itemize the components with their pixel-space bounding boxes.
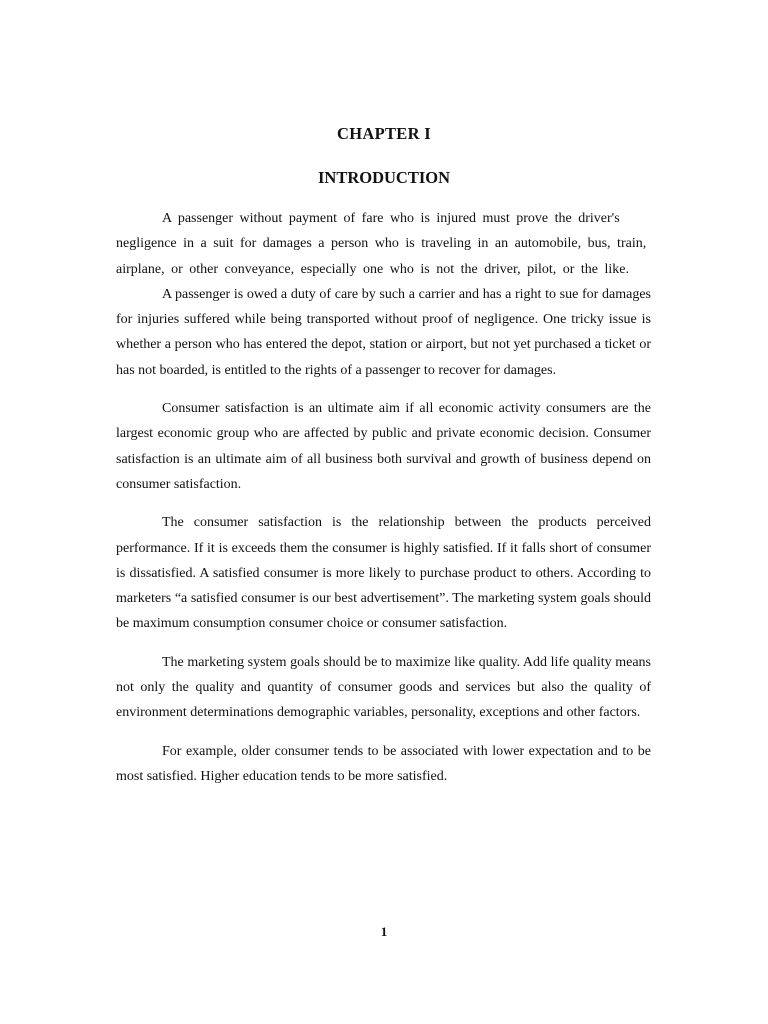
page-number: 1 [380,924,388,939]
chapter-subtitle: INTRODUCTION [317,168,451,187]
paragraph-passenger-negligence: A passenger without payment of fare who is injured must prove the driver's negligence in a suit for damages a person who is traveling in an automobile, bus, train, airplane, or other conveyance, especially one who is not the driver, pilot, or the like. [116,211,647,277]
paragraph-duty-of-care: A passenger is owed a duty of care by such a carrier and has a right to sue for damages for injuries suffered while being transported without proof of negligence. One tricky issue is whether a person who has entered the depot, station or airport, but not yet purchased a ticket or has not boarded, is entitled to the rights of a passenger to recover for damages. [116,286,651,378]
paragraph-consumer-satisfaction-relationship: The consumer satisfaction is the relationship between the products perceived performance. If it is exceeds them the consumer is highly satisfied. If it falls short of consumer is dissatisfied. A satisfied consumer is more likely to purchase product to others. According to marketers “a satisfied consumer is our best advertisement”. The marketing system goals should be maximum consumption consumer choice or consumer satisfaction. [116,515,651,632]
chapter-title: CHAPTER I [337,124,431,143]
paragraph-marketing-system-goals: The marketing system goals should be to maximize like quality. Add life quality means not only the quality and quantity of consumer goods and services but also the quality of environment determinations demographic variables, personality, exceptions and other factors. [116,654,651,721]
paragraph-consumer-satisfaction-aim: Consumer satisfaction is an ultimate aim if all economic activity consumers are the largest economic group who are affected by public and private economic decision. Consumer satisfaction is an ultimate aim of all business both survival and growth of business depend on consumer satisfaction. [116,401,651,492]
paragraph-example-older-consumer: For example, older consumer tends to be associated with lower expectation and to be most satisfied. Higher education tends to be more satisfied. [116,743,651,784]
body-text [116,206,651,789]
